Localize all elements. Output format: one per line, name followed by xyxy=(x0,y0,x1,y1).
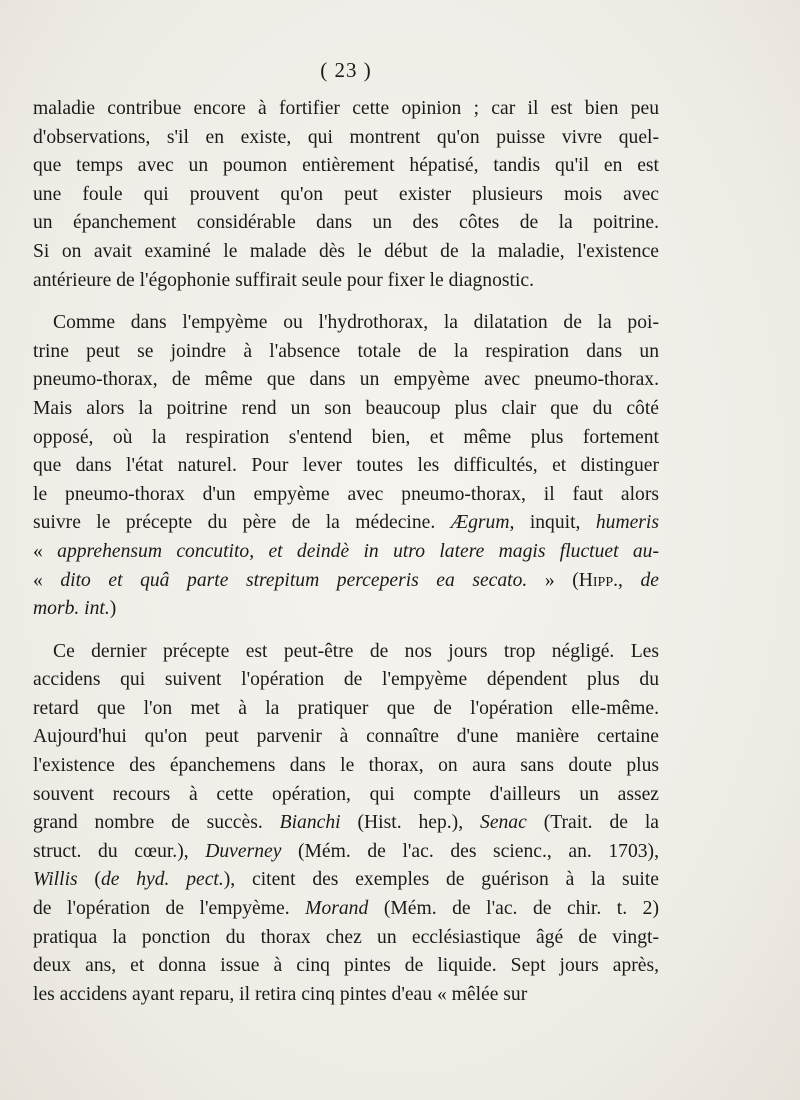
text-segment: Aujourd'hui qu'on peut parvenir à connaître d'une manière certaine xyxy=(33,726,659,748)
text-segment: » ( xyxy=(527,569,579,591)
text-segment: l'existence des épanchemens dans le thorax, on aura sans doute plus xyxy=(33,755,659,777)
text-segment: « xyxy=(33,540,58,562)
text-segment: Mais alors la poitrine rend un son beaucoup plus clair que du côté xyxy=(33,397,659,419)
text-segment: souvent recours à cette opération, qui compte d'ailleurs un assez xyxy=(33,783,659,805)
text-line xyxy=(33,209,659,238)
text-line xyxy=(33,124,659,153)
italic-text: Senac xyxy=(480,812,527,834)
text-line xyxy=(33,181,659,210)
text-line xyxy=(33,866,659,895)
text-segment: ), citent des exemples de guérison à la suite xyxy=(223,869,659,891)
small-caps-text: Hipp. xyxy=(578,569,619,591)
text-line xyxy=(33,238,659,267)
italic-text: de hyd. pect. xyxy=(100,869,224,891)
text-line xyxy=(33,924,659,953)
text-segment: accidens qui suivent l'opération de l'empyème dépendent plus du xyxy=(33,669,659,691)
text-segment: les accidens ayant reparu, il retira cinq pintes d'eau « mêlée sur xyxy=(33,983,528,1005)
text-line xyxy=(33,538,659,567)
text-segment: un épanchement considérable dans un des côtes de la poitrine. xyxy=(33,212,659,234)
text-segment: , xyxy=(618,569,641,591)
text-line xyxy=(33,567,659,596)
text-segment: ( xyxy=(77,869,101,891)
text-line xyxy=(33,981,659,1010)
text-line xyxy=(33,752,659,781)
text-segment: struct. du cœur.), xyxy=(33,840,206,862)
text-line xyxy=(33,509,659,538)
text-line xyxy=(33,452,659,481)
italic-text: apprehensum concutito, et deindè in utro latere magis fluctuet au- xyxy=(57,540,659,562)
text-line xyxy=(33,424,659,453)
text-segment: suivre le précepte du père de la médecine. xyxy=(33,512,451,534)
text-line xyxy=(33,366,659,395)
text-line xyxy=(33,595,659,624)
text-segment: Comme dans l'empyème ou l'hydrothorax, la dilatation de la poi- xyxy=(53,312,659,334)
text-line xyxy=(33,952,659,981)
paragraph xyxy=(33,309,659,624)
text-segment: une foule qui prouvent qu'on peut exister plusieurs mois avec xyxy=(33,183,659,205)
text-segment: grand nombre de succès. xyxy=(33,812,280,834)
text-segment: trine peut se joindre à l'absence totale de la respiration dans un xyxy=(33,340,659,362)
text-segment: de l'opération de l'empyème. xyxy=(33,898,306,920)
paragraph xyxy=(33,638,659,1010)
text-segment: opposé, où la respiration s'entend bien, et même plus fortement xyxy=(33,426,659,448)
text-segment: antérieure de l'égophonie suffirait seule pour fixer le diagnostic. xyxy=(33,269,534,291)
text-segment: que dans l'état naturel. Pour lever toutes les difficultés, et distinguer xyxy=(33,455,659,477)
text-line xyxy=(33,809,659,838)
text-line xyxy=(33,723,659,752)
text-line xyxy=(33,895,659,924)
italic-text: Bianchi xyxy=(279,812,341,834)
text-segment: (Mém. de l'ac. des scienc., an. 1703), xyxy=(281,840,659,862)
italic-text: humeris xyxy=(595,512,659,534)
text-line xyxy=(33,638,659,667)
text-segment: pratiqua la ponction du thorax chez un ecclésiastique âgé de vingt- xyxy=(33,926,659,948)
text-line xyxy=(33,481,659,510)
italic-text: morb. int. xyxy=(33,598,110,620)
text-segment: Ce dernier précepte est peut-être de nos jours trop négligé. Les xyxy=(53,640,659,662)
text-segment: inquit, xyxy=(529,512,596,534)
page-number: ( 23 ) xyxy=(320,58,372,82)
italic-text: de xyxy=(640,569,659,591)
text-line xyxy=(33,838,659,867)
text-line xyxy=(33,781,659,810)
body-text xyxy=(33,95,659,1009)
italic-text: Morand xyxy=(305,898,369,920)
text-segment: pneumo-thorax, de même que dans un empyème avec pneumo-thorax. xyxy=(33,369,659,391)
text-line xyxy=(33,152,659,181)
paragraph xyxy=(33,95,659,295)
text-segment: Si on avait examiné le malade dès le début de la maladie, l'existence xyxy=(33,240,659,262)
text-segment: (Trait. de la xyxy=(526,812,659,834)
text-line xyxy=(33,666,659,695)
italic-text: Duverney xyxy=(205,840,282,862)
text-segment: retard que l'on met à la pratiquer que de l'opération elle-même. xyxy=(33,697,659,719)
text-segment: ) xyxy=(109,598,117,620)
text-segment: que temps avec un poumon entièrement hépatisé, tandis qu'il en est xyxy=(33,155,659,177)
text-line xyxy=(33,338,659,367)
text-line xyxy=(33,395,659,424)
italic-text: Willis xyxy=(33,869,78,891)
text-line xyxy=(33,95,659,124)
text-segment: deux ans, et donna issue à cinq pintes de liquide. Sept jours après, xyxy=(33,955,659,977)
text-segment: (Hist. hep.), xyxy=(340,812,481,834)
italic-text: dito et quâ parte strepitum perceperis ea secato. xyxy=(60,569,528,591)
text-line xyxy=(33,309,659,338)
text-line xyxy=(33,695,659,724)
text-segment: « xyxy=(33,569,61,591)
text-segment: le pneumo-thorax d'un empyème avec pneumo-thorax, il faut alors xyxy=(33,483,659,505)
text-segment: (Mém. de l'ac. de chir. t. 2) xyxy=(368,898,659,920)
text-segment: maladie contribue encore à fortifier cette opinion ; car il est bien peu xyxy=(33,98,659,119)
text-segment: d'observations, s'il en existe, qui montrent qu'on puisse vivre quel- xyxy=(33,126,659,148)
italic-text: Ægrum, xyxy=(450,512,530,534)
text-line xyxy=(33,267,659,296)
